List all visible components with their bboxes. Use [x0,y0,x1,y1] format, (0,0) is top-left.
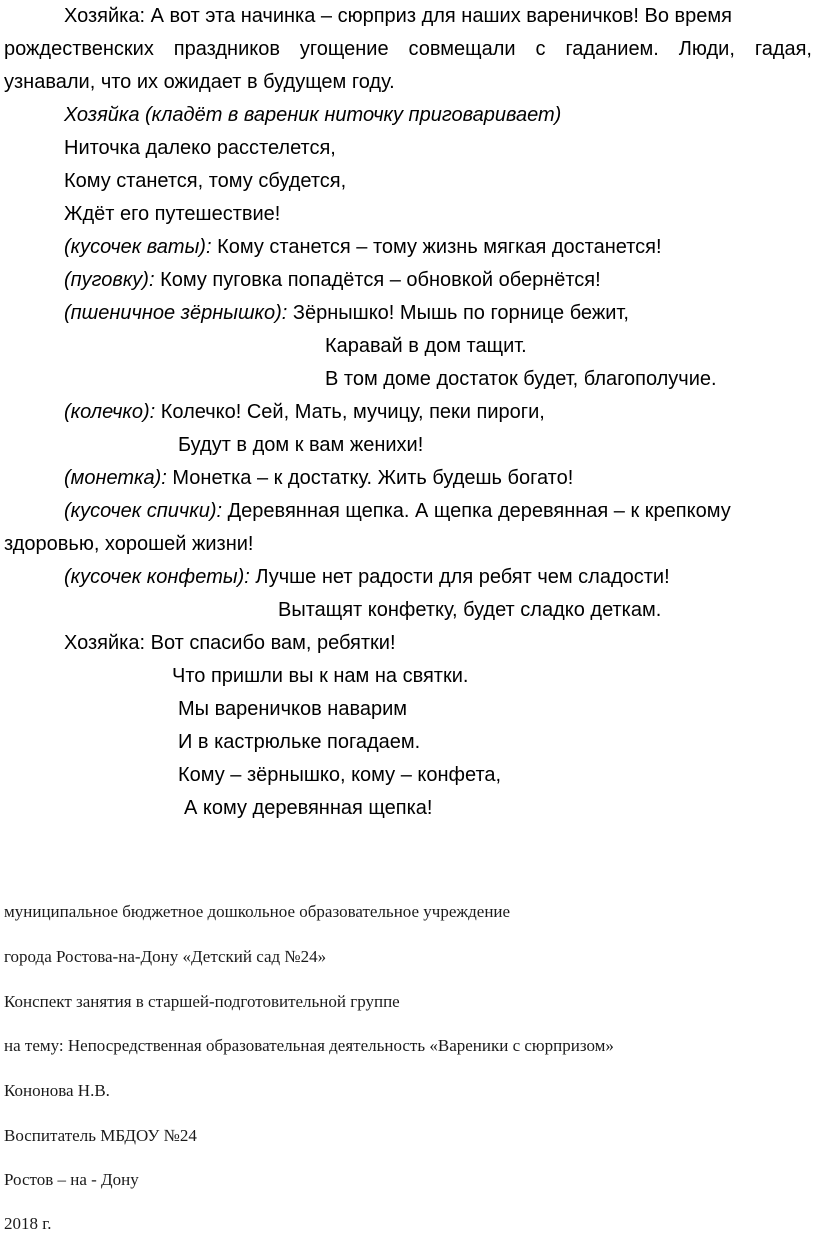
footer-city: Ростов – на - Дону [4,1170,139,1189]
paragraph-line: рождественских праздников угощение совмещали с гаданием. Люди, гадая, [4,38,812,60]
verse-line: (пшеничное зёрнышко): Зёрнышко! Мышь по горнице бежит, [64,302,629,324]
verse-line: (кусочек ваты): Кому станется – тому жизнь мягкая достанется! [64,236,662,258]
item-label: (кусочек конфеты): [64,566,250,588]
footer-author: Кононова Н.В. [4,1081,110,1100]
item-label: (пуговку): [64,269,155,291]
verse-line: В том доме достаток будет, благополучие. [325,368,717,390]
verse-line: Каравай в дом тащит. [325,335,527,357]
footer-year: 2018 г. [4,1214,52,1233]
verse-line: А кому деревянная щепка! [184,797,433,819]
paragraph-line: Хозяйка: А вот эта начинка – сюрприз для наших вареничков! Во время [64,5,732,27]
item-label: (кусочек спички): [64,500,223,522]
verse-line: (кусочек конфеты): Лучше нет радости для ребят чем сладости! [64,566,670,588]
item-label: (кусочек ваты): [64,236,212,258]
footer-summary-title: Конспект занятия в старшей-подготовительной группе [4,992,400,1011]
footer-position: Воспитатель МБДОУ №24 [4,1126,197,1145]
footer-topic: на тему: Непосредственная образовательная деятельность «Вареники с сюрпризом» [4,1036,614,1055]
paragraph-line: узнавали, что их ожидает в будущем году. [4,71,395,93]
verse-line: И в кастрюльке погадаем. [178,731,421,753]
verse-line: Кому станется, тому сбудется, [64,170,347,192]
verse-line: Что пришли вы к нам на святки. [172,665,469,687]
verse-line: (монетка): Монетка – к достатку. Жить будешь богато! [64,467,574,489]
verse-line: здоровью, хорошей жизни! [4,533,254,555]
paragraph-line: Хозяйка: Вот спасибо вам, ребятки! [64,632,396,654]
stage-direction: Хозяйка (кладёт в вареник ниточку приговаривает) [64,104,562,126]
footer-institution: муниципальное бюджетное дошкольное образовательное учреждение [4,902,511,921]
verse-line: Мы вареничков наварим [178,698,408,720]
verse-line: (колечко): Колечко! Сей, Мать, мучицу, пеки пироги, [64,401,545,423]
footer-kindergarten: города Ростова-на-Дону «Детский сад №24» [4,947,327,966]
item-label: (колечко): [64,401,156,423]
verse-line: (кусочек спички): Деревянная щепка. А щепка деревянная – к крепкому [64,500,731,522]
verse-line: Ниточка далеко расстелется, [64,137,336,159]
item-label: (пшеничное зёрнышко): [64,302,288,324]
item-label: (монетка): [64,467,167,489]
verse-line: Кому – зёрнышко, кому – конфета, [178,764,502,786]
verse-line: Вытащят конфетку, будет сладко деткам. [278,599,662,621]
verse-line: Будут в дом к вам женихи! [178,434,424,456]
verse-line: Ждёт его путешествие! [64,203,281,225]
verse-line: (пуговку): Кому пуговка попадётся – обновкой обернётся! [64,269,601,291]
